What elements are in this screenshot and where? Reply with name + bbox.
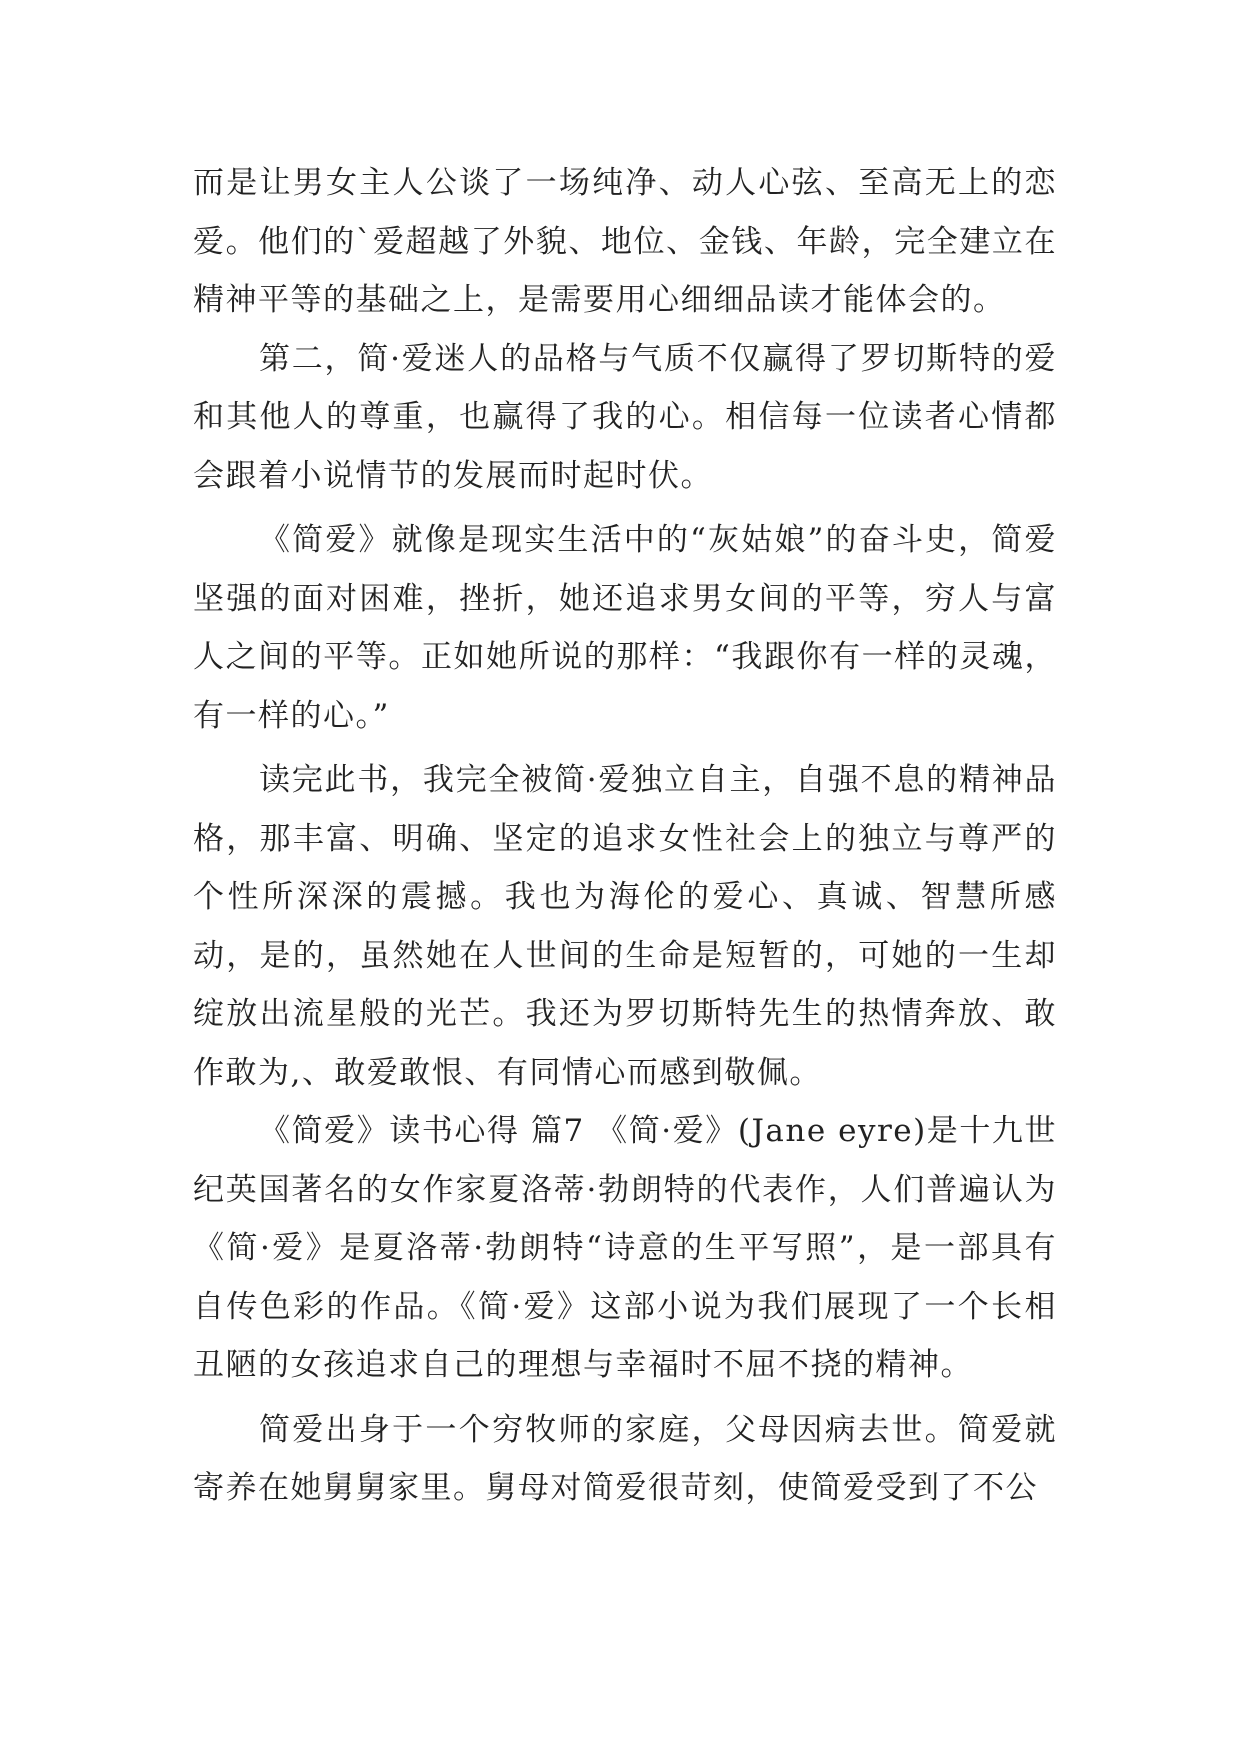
- document-body: [193, 154, 1057, 1518]
- paragraph-cinderella: 《简爱》就像是现实生活中的“灰姑娘”的奋斗史，简爱坚强的面对困难，挫折，她还追求男女间的平等，穷人与富人之间的平等。正如她所说的那样：“我跟你有一样的灵魂，有一样的心。”: [193, 522, 1057, 734]
- paragraph-after-reading: 读完此书，我完全被简·爱独立自主，自强不息的精神品格，那丰富、明确、坚定的追求女性社会上的独立与尊严的个性所深深的震撼。我也为海伦的爱心、真诚、智慧所感动，是的，虽然她在人世间的生命是短暂的，可她的一生却绽放出流星般的光芒。我还为罗切斯特先生的热情奔放、敢作敢为,、敢爱敢恨、有同情心而感到敬佩。: [193, 762, 1057, 1091]
- paragraph-continuation: 而是让男女主人公谈了一场纯净、动人心弦、至高无上的恋爱。他们的`爱超越了外貌、地位、金钱、年龄，完全建立在精神平等的基础之上，是需要用心细细品读才能体会的。: [193, 165, 1057, 318]
- paragraph-essay-7-intro: 《简爱》读书心得 篇7 《简·爱》(Jane eyre)是十九世纪英国著名的女作家夏洛蒂·勃朗特的代表作，人们普遍认为《简·爱》是夏洛蒂·勃朗特“诗意的生平写照”，是一部具有自传色彩的作品。《简·爱》这部小说为我们展现了一个长相丑陋的女孩追求自己的理想与幸福时不屈不挠的精神。: [193, 1113, 1057, 1383]
- paragraph-second-point: 第二，简·爱迷人的品格与气质不仅赢得了罗切斯特的爱和其他人的尊重，也赢得了我的心。相信每一位读者心情都会跟着小说情节的发展而时起时伏。: [193, 340, 1057, 494]
- paragraph-background: 简爱出身于一个穷牧师的家庭，父母因病去世。简爱就寄养在她舅舅家里。舅母对简爱很苛刻，使简爱受到了不公: [193, 1411, 1057, 1506]
